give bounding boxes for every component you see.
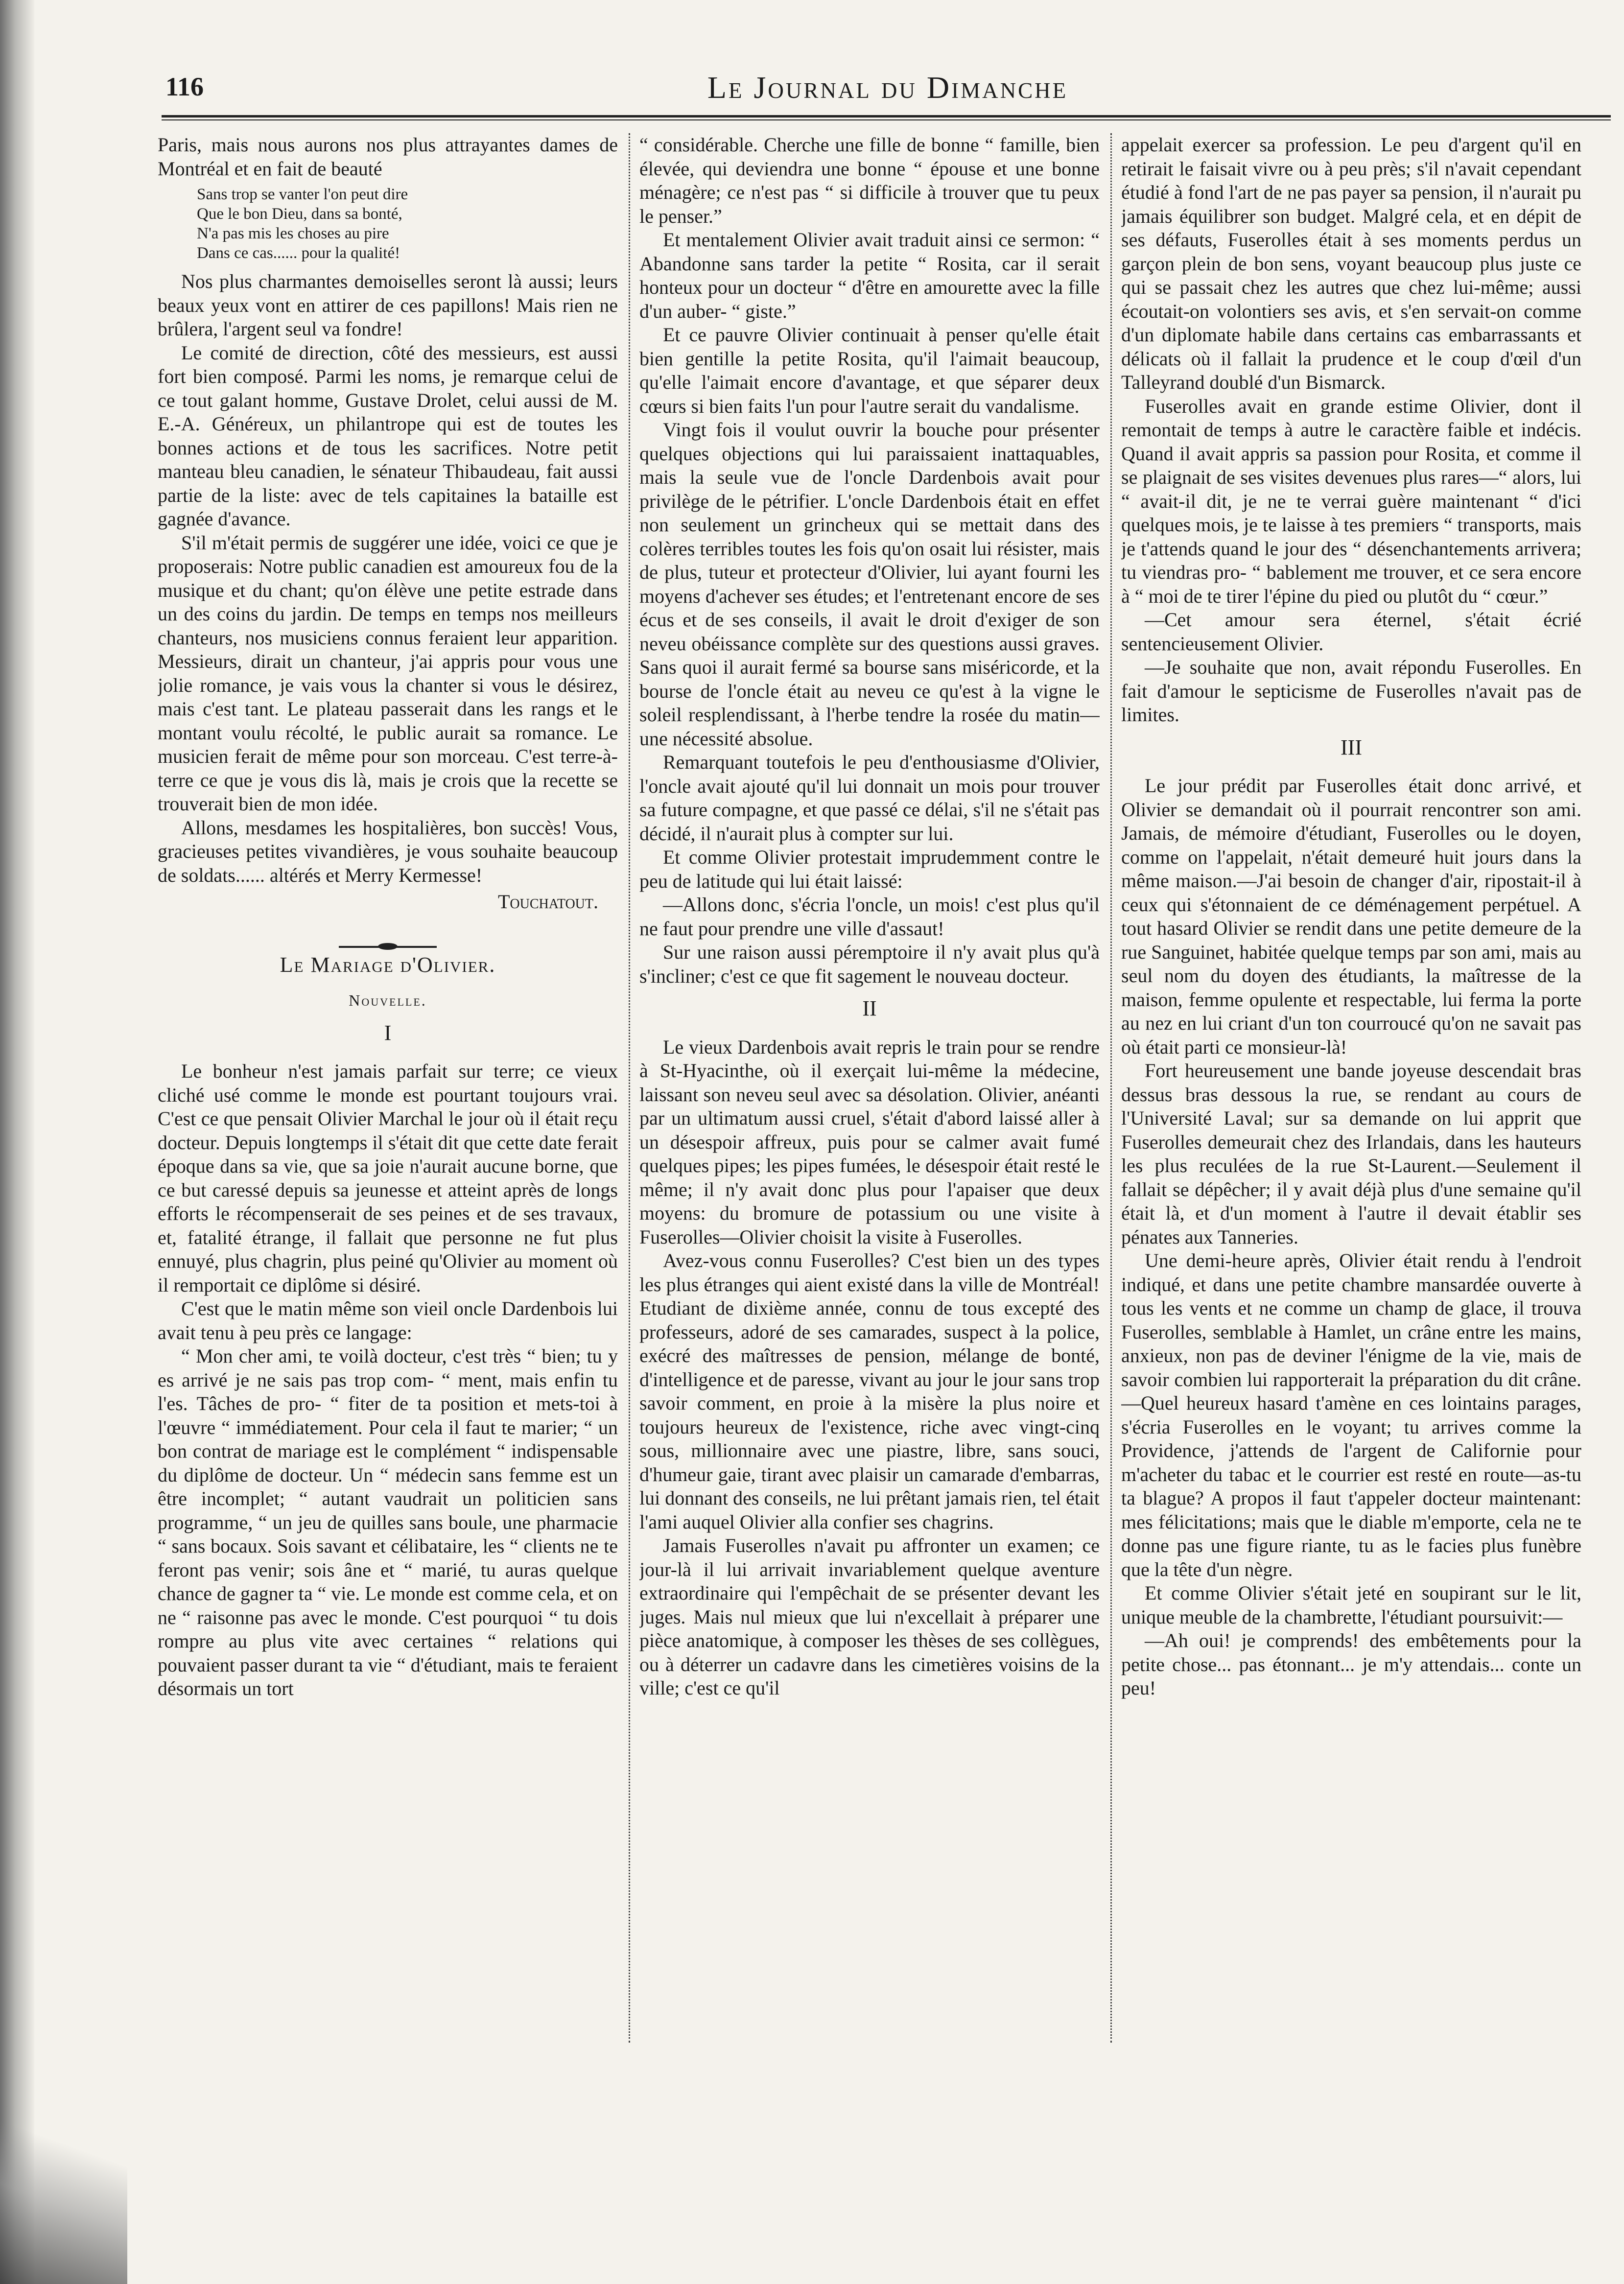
column-divider bbox=[1110, 133, 1112, 2043]
paragraph: —Cet amour sera éternel, s'était écrié sentencieusement Olivier. bbox=[1121, 609, 1581, 655]
paragraph: Et mentalement Olivier avait traduit ainsi ce sermon: “ Abandonne sans tarder la petite “ Rosita, car il serait honteux pour un docteur “ d'être en amourette avec la fille d'un auber- “ giste.” bbox=[639, 229, 1100, 322]
story-title: Le Mariage d'Olivier. bbox=[280, 952, 496, 977]
paragraph: Une demi-heure après, Olivier était rendu à l'endroit indiqué, et dans une petite chambre mansardée ouverte à tous les vents et ne comme un champ de glace, il trouva Fuserolles, semblable à Hamlet, un crâne entre les mains, anxieux, non pas de deviner l'énigme de la vie, mais de savoir combien lui rapporterait la préparation du dit crâne.—Quel heureux hasard t'amène en ces lointains parages, s'écria Fuserolles en le voyant; tu arrives comme la Providence, j'attends de l'argent de Californie pour m'acheter du tabac et le courrier est resté en route—as-tu ta blague? A propos il faut t'appeler docteur maintenant: mes félicitations; mais que le diable m'emporte, cela ne te donne pas une figure riante, tu as le facies plus funèbre que la tête d'un nègre. bbox=[1121, 1249, 1581, 1580]
journal-title: Le Journal du Dimanche bbox=[707, 70, 1068, 105]
column-1 bbox=[158, 133, 618, 2258]
paragraph: Et comme Olivier s'était jeté en soupirant sur le lit, unique meuble de la chambrette, l'étudiant poursuivit:— bbox=[1121, 1582, 1581, 1628]
paragraph: Fort heureusement une bande joyeuse descendait bras dessus bras dessous la rue, se rendant au cours de l'Université Laval; sur sa demande on lui apprit que Fuserolles demeurait chez des Irlandais, dans les hauteurs les plus reculées de la rue St-Laurent.—Seulement il fallait se dépêcher; il y avait déjà plus d'une semaine qu'il était là, et d'un moment à l'autre il devait établir ses pénates aux Tanneries. bbox=[1121, 1060, 1581, 1248]
page-number: 116 bbox=[165, 72, 204, 101]
paragraph: Sur une raison aussi péremptoire il n'y avait plus qu'à s'incliner; c'est ce que fit sagement le nouveau docteur. bbox=[639, 941, 1100, 987]
section-number: I bbox=[384, 1020, 392, 1045]
paragraph: Remarquant toutefois le peu d'enthousiasme d'Olivier, l'oncle avait ajouté qu'il lui donnait un mois pour trouver sa future compagne, et que passé ce délai, s'il ne s'était pas décidé, il n'aurait plus à compter sur lui. bbox=[639, 751, 1100, 845]
paragraph: Le bonheur n'est jamais parfait sur terre; ce vieux cliché usé comme le monde est pourtant toujours vrai. C'est ce que pensait Olivier Marchal le jour où il était reçu docteur. Depuis longtemps il s'était dit que cette date ferait époque dans sa vie, que sa joie n'aurait aucune borne, que ce but caressé depuis sa jeunesse et atteint après de longs efforts le récompenserait de ses peines et de ses travaux, et, fatalité étrange, il fallait que personne ne fut plus ennuyé, plus chagrin, plus peiné qu'Olivier au moment où il remportait ce diplôme si désiré. bbox=[158, 1060, 618, 1296]
paragraph: Nos plus charmantes demoiselles seront là aussi; leurs beaux yeux vont en attirer de ces papillons! Mais rien ne brûlera, l'argent seul va fondre! bbox=[158, 270, 618, 340]
column-2 bbox=[639, 133, 1100, 2258]
paragraph: Le jour prédit par Fuserolles était donc arrivé, et Olivier se demandait où il pourrait rencontrer son ami. Jamais, de mémoire d'étudiant, Fuserolles ou le doyen, comme on l'appelait, n'était demeuré huit jours dans la même maison.—J'ai besoin de changer d'air, ripostait-il à ceux qui s'étonnaient de ce déménagement perpétuel. A tout hasard Olivier se rendit dans une petite demeure de la rue Sanguinet, habitée quelque temps par son ami, mais au seul nom du doyen des étudiants, la maîtresse de la maison, femme opulente et respectable, lui ferma la porte au nez en lui criant d'un ton courroucé qu'on ne savait pas où était parti ce monsieur-là! bbox=[1121, 775, 1581, 1058]
paragraph: Avez-vous connu Fuserolles? C'est bien un des types les plus étranges qui aient existé dans la ville de Montréal! Etudiant de dixième année, connu de tous excepté des professeurs, adoré de ses camarades, suspect à la police, exécré des maîtresses de pension, mélange de bonté, d'intelligence et de paresse, vivant au jour le jour sans trop savoir comment, en proie à la misère la plus noire et toujours heureux de l'existence, riche avec vingt-cinq sous, millionnaire avec une piastre, libre, sans souci, d'humeur gaie, tirant avec plaisir un camarade d'embarras, lui donnant des conseils, ne lui prêtant jamais rien, tel était l'ami auquel Olivier alla confier ses chagrins. bbox=[639, 1249, 1100, 1533]
paragraph: Vingt fois il voulut ouvrir la bouche pour présenter quelques objections qui lui paraissaient inattaquables, mais la seule vue de l'oncle Dardenbois avait pour privilège de le pétrifier. L'oncle Dardenbois était en effet non seulement un grincheux qui se mettait dans des colères terribles toutes les fois qu'on osait lui résister, mais de plus, tuteur et protecteur d'Olivier, lui ayant fourni les moyens d'achever ses études; et l'entretenant encore de ses écus et de ses conseils, il avait le droit d'exiger de son neveu obéissance complète sur des questions aussi graves. Sans quoi il aurait fermé sa bourse sans miséricorde, et la bourse de l'oncle était au neveu ce qu'est à la vigne le soleil resplendissant, à l'herbe tendre la rosée du matin—une nécessité absolue. bbox=[639, 419, 1100, 750]
column-3 bbox=[1121, 133, 1581, 2258]
binding-shadow bbox=[0, 0, 34, 2284]
column-divider bbox=[629, 133, 630, 2043]
verse-line: Que le bon Dieu, dans sa bonté, bbox=[197, 205, 402, 223]
paragraph: —Allons donc, s'écria l'oncle, un mois! c'est plus qu'il ne faut pour prendre une ville d'assaut! bbox=[639, 894, 1100, 940]
verse bbox=[197, 185, 618, 263]
story-subtitle: Nouvelle. bbox=[349, 991, 427, 1009]
paragraph: Fuserolles avait en grande estime Olivier, dont il remontait de temps à autre le caractère faible et indécis. Quand il avait appris sa passion pour Rosita, et comme il se plaignait de ses visites devenues plus rares—“ alors, lui “ avait-il dit, je ne te verrai guère maintenant “ d'ici quelques mois, je te laisse à tes premiers “ transports, mais je t'attends quand le jour des “ désenchantements arrivera; tu viendras pro- “ bablement me trouver, et ce sera encore à “ moi de te tirer l'épine du pied ou plutôt du “ cœur.” bbox=[1121, 395, 1581, 607]
paragraph: “ Mon cher ami, te voilà docteur, c'est très “ bien; tu y es arrivé je ne sais pas trop com- “ ment, mais enfin tu l'es. Tâches de pro- “ fiter de ta position et mets-toi à l'œuvre “ immédiatement. Pour cela il faut te marier; “ un bon contrat de mariage est le complément “ indispensable du diplôme de docteur. Un “ médecin sans femme est un être incomplet; “ autant vaudrait un politicien sans programme, “ un jeu de quilles sans boule, une pharmacie “ sans bocaux. Sois savant et célibataire, les “ clients ne te feront pas venir; sois âne et “ marié, tu auras quelque chance de gagner ta “ vie. Le monde est comme cela, et on ne “ raisonne pas avec le monde. C'est pourquoi “ tu dois rompre au plus vite avec certaines “ relations qui pouvaient passer durant ta vie “ d'étudiant, mais te feraient désormais un tort bbox=[158, 1345, 618, 1699]
page-corner-curl bbox=[0, 2078, 127, 2284]
paragraph: Et comme Olivier protestait imprudemment contre le peu de latitude qui lui était laissé: bbox=[639, 846, 1100, 892]
author-signature: Touchatout. bbox=[497, 891, 598, 913]
paragraph: C'est que le matin même son vieil oncle Dardenbois lui avait tenu à peu près ce langage: bbox=[158, 1297, 618, 1343]
paragraph: Allons, mesdames les hospitalières, bon succès! Vous, gracieuses petites vivandières, je vous souhaite beaucoup de soldats...... altérés et Merry Kermesse! bbox=[158, 816, 618, 886]
paragraph: Le comité de direction, côté des messieurs, est aussi fort bien composé. Parmi les noms, je remarque celui de ce tout galant homme, Gustave Drolet, celui aussi de M. E.-A. Généreux, un philantrope qui est de toutes les bonnes actions et de tous les sacrifices. Notre petit manteau bleu canadien, le sénateur Thibaudeau, fait aussi partie de la liste: avec de tels capitaines la bataille est gagnée d'avance. bbox=[158, 341, 618, 530]
paragraph: Paris, mais nous aurons nos plus attrayantes dames de Montréal et en fait de beauté bbox=[158, 134, 618, 180]
paragraph: “ considérable. Cherche une fille de bonne “ famille, bien élevée, qui deviendra une bonne “ épouse et une bonne ménagère; ce n'est pas “ si difficile à trouver que tu peux le penser.” bbox=[639, 134, 1100, 227]
paragraph: —Je souhaite que non, avait répondu Fuserolles. En fait d'amour le septicisme de Fuserolles n'avait pas de limites. bbox=[1121, 656, 1581, 726]
paragraph: appelait exercer sa profession. Le peu d'argent qu'il en retirait le faisait vivre ou à peu près; s'il n'avait cependant étudié à fond l'art de ne pas payer sa pension, il n'aurait pu jamais équilibrer son budget. Malgré cela, et en dépit de ses défauts, Fuserolles était à ses moments perdus un garçon plein de bon sens, voyant beaucoup plus juste ce qui se passait chez les autres que chez lui-même; aussi écoutait-on volontiers ses avis, et s'en servait-on comme d'un diplomate habile dans certains cas embarrassants et délicats où il fallait la prudence et le coup d'œil d'un Talleyrand doublé d'un Bismarck. bbox=[1121, 134, 1581, 393]
header-rule bbox=[162, 115, 1611, 120]
page-header bbox=[165, 68, 1610, 107]
paragraph: Le vieux Dardenbois avait repris le train pour se rendre à St-Hyacinthe, où il exerçait lui-même la médecine, laissant son neveu seul avec sa désolation. Olivier, anéanti par un ultimatum aussi cruel, s'était d'abord laissé aller à un désespoir affreux, puis pour se calmer avait fumé quelques pipes; les pipes fumées, le désespoir était resté le même; il n'y avait donc plus pour l'apaiser que deux moyens: du bromure de potassium ou une visite à Fuserolles—Olivier choisit la visite à Fuserolles. bbox=[639, 1036, 1100, 1248]
verse-line: Sans trop se vanter l'on peut dire bbox=[197, 186, 408, 203]
paragraph: S'il m'était permis de suggérer une idée, voici ce que je proposerais: Notre public canadien est amoureux fou de la musique et du chant; qu'on élève une petite estrade dans un des coins du jardin. De temps en temps nos meilleurs chanteurs, nos musiciens connus feraient leur apparition. Messieurs, dirait un chanteur, j'ai appris pour vous une jolie romance, je vais vous la chanter si vous le désirez, mais c'est tant. Le plateau passerait dans les rangs et le montant voulu récolté, le public aurait sa romance. Le musicien ferait de même pour son morceau. C'est terre-à-terre ce que je vous dis là, mais je crois que la recette se trouverait bien de mon idée. bbox=[158, 531, 618, 815]
verse-line: N'a pas mis les choses au pire bbox=[197, 225, 389, 242]
paragraph: —Ah oui! je comprends! des embêtements pour la petite chose... pas étonnant... je m'y attendais... conte un peu! bbox=[1121, 1629, 1581, 1699]
verse-line: Dans ce cas...... pour la qualité! bbox=[197, 244, 400, 262]
paragraph: Et ce pauvre Olivier continuait à penser qu'elle était bien gentille la petite Rosita, qu'il l'aimait beaucoup, qu'elle l'aimait encore d'avantage, et que séparer deux cœurs si bien faits l'un pour l'autre serait du vandalisme. bbox=[639, 324, 1100, 417]
ornament-divider bbox=[158, 933, 618, 942]
section-number: III bbox=[1341, 735, 1362, 759]
paragraph: Jamais Fuserolles n'avait pu affronter un examen; ce jour-là il lui arrivait invariablement quelque aventure extraordinaire qui l'empêchait de se présenter devant les juges. Mais nul mieux que lui n'excellait à préparer une pièce anatomique, à composer les thèses de ses collègues, ou à déterrer un cadavre dans les cimetières voisins de la ville; c'est ce qu'il bbox=[639, 1534, 1100, 1699]
section-number: II bbox=[862, 996, 877, 1020]
